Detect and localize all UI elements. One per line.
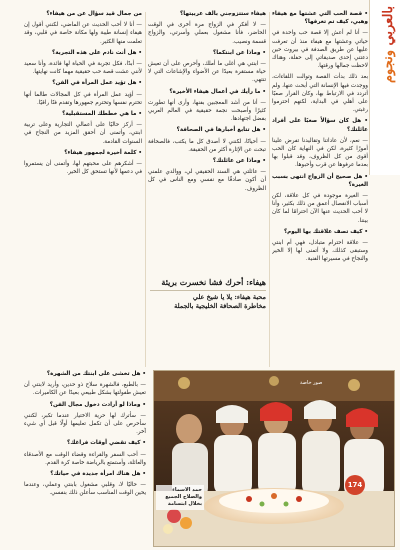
masthead-title [381,6,396,83]
interview-answer: — نعم، لأن عاداتنا وتقاليدنا تفرض علينا أمورًا كثيرة، لكن في النهاية كان الحب أقوى من كل الظروف، وقد قبلوا بها بعدما عرفوها عن قرب وأحبوها. [272,137,368,169]
photo-caption: حمد الاسماء والصلاح الجميع بخلال ابتسامة [156,485,204,510]
interview-answer: — أنا من أشد المعجبين بفنها، وأرى أنها تطورت كثيرًا وأصبحت نجمة حقيقية في العالم العربي بفضل اجتهادها. [148,99,266,123]
interview-question: • وماذا عن عائلتك؟ [212,158,266,165]
interview-answer: — أبدًا، فكل تجربة في الحياة لها فائدة، وأنا سعيد لأنني عشت قصة حب حقيقية مهما كانت نهايتها. [24,61,142,76]
interview-answer: — أؤيد عمل المرأة في كل المجالات طالما أنها تحترم نفسها وتحترم جمهورها وتقدم فنًا راقيًا. [24,91,142,106]
column-divider [145,12,146,367]
interview-question: • هل تؤيد عمل المرأة في الفن؟ [52,80,142,87]
headline-line-3: مخاطرة الصحافة الخليجية بالجملة [174,302,266,310]
text-column-left-bottom [24,370,146,545]
interview-question: • هل تتابع أخبارها في الصحافة؟ [176,127,266,134]
interview-answer: — أنا لم أعش إلا قصة حب واحدة في حياتي وعشتها مع هيفاء منذ أن تعرفت عليها عن طريق الصدفة في بيروت حين دعتني إحدى صديقاتي إلى حفلة، وهناك لاحظت جمالها ورقتها. [272,30,368,70]
headline-line-2: محبة هيفاء: يلا يا شيخ علي [192,293,266,301]
text-column-middle [148,10,266,272]
interview-answer: — لا أفكر في الزواج مرة أخرى في الوقت الحاضر، فأنا مشغول بعملي وأسرتي، والزواج قسمة ونصيب. [148,22,266,45]
interview-answer: — ابنتي هي أغلى ما أملك، وأحرص على أن تعيش حياة مستقرة بعيدًا عن الأضواء والإشاعات التي لا تنتهي. [148,61,266,84]
interview-question: • كلمة أخيرة لجمهور هيفاء؟ [64,149,142,156]
interview-answer: — حاليًا لا، وقلبي مشغول بابنتي وعملي، وعندما يحين الوقت المناسب سأعلن ذلك بنفسي. [24,482,146,497]
article-headline [150,277,266,311]
interview-question: • هل هناك امرأة جديدة في حياتك؟ [50,471,146,478]
interview-answer: — أحيانًا، لكنني لا أصدق كل ما يكتب، فالصحافة تبحث عن الإثارة أكثر من الحقيقة. [148,138,266,153]
headline-divider [150,290,266,291]
interview-answer: — الغيرة موجودة في كل علاقة، لكن أسباب الانفصال أعمق من ذلك بكثير، وأنا لا أحب الحديث عنها الآن احترامًا لما كان بيننا. [272,193,368,224]
interview-answer: — عائلتي هي السند الحقيقي لي، ووالدي علمني أن أكون صادقًا مع نفسي ومع الناس في كل الظروف. [148,169,266,192]
interview-answer: — سأترك لها حرية الاختيار عندما تكبر، لكنني سأحرص على أن تكمل تعليمها أولًا قبل أي شيء آخر. [24,412,146,436]
interview-question: • وماذا لو أرادت دخول مجال الفن؟ [49,401,146,408]
interview-question: • وماذا عن ابنتكما؟ [212,49,266,56]
interview-question: • هل أنت نادم على هذه التجربة؟ [52,49,142,56]
group-photo-image [154,371,394,546]
column-divider [269,12,270,367]
interview-answer: — أنا لا أحب الحديث عن الماضي، لكنني أقول إن هيفاء إنسانة طيبة ولها مكانة خاصة في قلبي، وقد تعلمت منها الكثير. [24,22,142,45]
interview-question: • هل صحيح أن الزواج انتهى بسبب الغيرة؟ [272,173,368,188]
page-number-badge: 174 [345,475,365,495]
interview-question: من جمال قيد سؤال عن من هيفاء؟ [46,11,142,17]
interview-answer: — علاقة احترام متبادل، فهي أم ابنتي وستبقى كذلك، ولا أتمنى لها إلا الخير والنجاح في مسيرتها الفنية. [272,240,368,263]
masthead-title-sub: ونجوم [381,49,396,84]
interview-answer: — أحب السفر والقراءة وقضاء الوقت مع الأصدقاء والعائلة، وأستمتع بالرياضة خاصة كرة القدم. [24,451,146,466]
text-column-left [24,10,142,370]
interview-answer: — بالطبع، فالشهرة سلاح ذو حدين، وأريد لابنتي أن تعيش طفولتها بشكل طبيعي بعيدًا عن الكاميرات. [24,382,146,397]
headline-line-1: هيفاء: أحرك فشا نخسرت بريئة [161,277,266,287]
masthead [369,0,400,175]
interview-question: • ما هي خططك المستقبلية؟ [62,111,142,118]
interview-question: • كيف تقضي أوقات فراغك؟ [67,440,146,447]
photo-credit: صور خاصة [300,380,323,386]
interview-question: • كيف تصف علاقتك بها اليوم؟ [283,228,368,235]
interview-answer: — أشكرهم على محبتهم لها، وأتمنى أن يستمروا في دعمها لأنها تستحق كل الخير. [24,161,142,176]
interview-answer: — أركز حاليًا على أعمالي التجارية وعلى تربية ابنتي، وأتمنى أن أحقق المزيد من النجاح في السنوات القادمة. [24,122,142,145]
interview-question: • هل تخشى على ابنتك من الشهرة؟ [46,371,146,377]
text-column-right [272,10,368,370]
masthead-title-main: بالعربي [381,6,396,46]
interview-question: • قصة الحب التي عشتها مع هيفاء وهبي، كيف تم تعرفها؟ [272,11,368,26]
group-photo [153,370,395,547]
interview-question: • ما رأيك في أعمال هيفاء الأخيرة؟ [169,88,266,95]
interview-answer: بعد ذلك بدأت القصة وتوالت اللقاءات، ووجدت فيها الإنسانة التي أبحث عنها، ولم أتردد في الارتباط بها، وكان القرار صعبًا على أهلي في البداية، لكنهم احترموا رغبتي. [272,74,368,114]
interview-question: هيفاء ستتزوجني بالف عربيتها؟ [180,11,266,17]
interview-question: • هل كان سؤالاً صعبًا على أفراد عائلتك؟ [272,118,368,133]
